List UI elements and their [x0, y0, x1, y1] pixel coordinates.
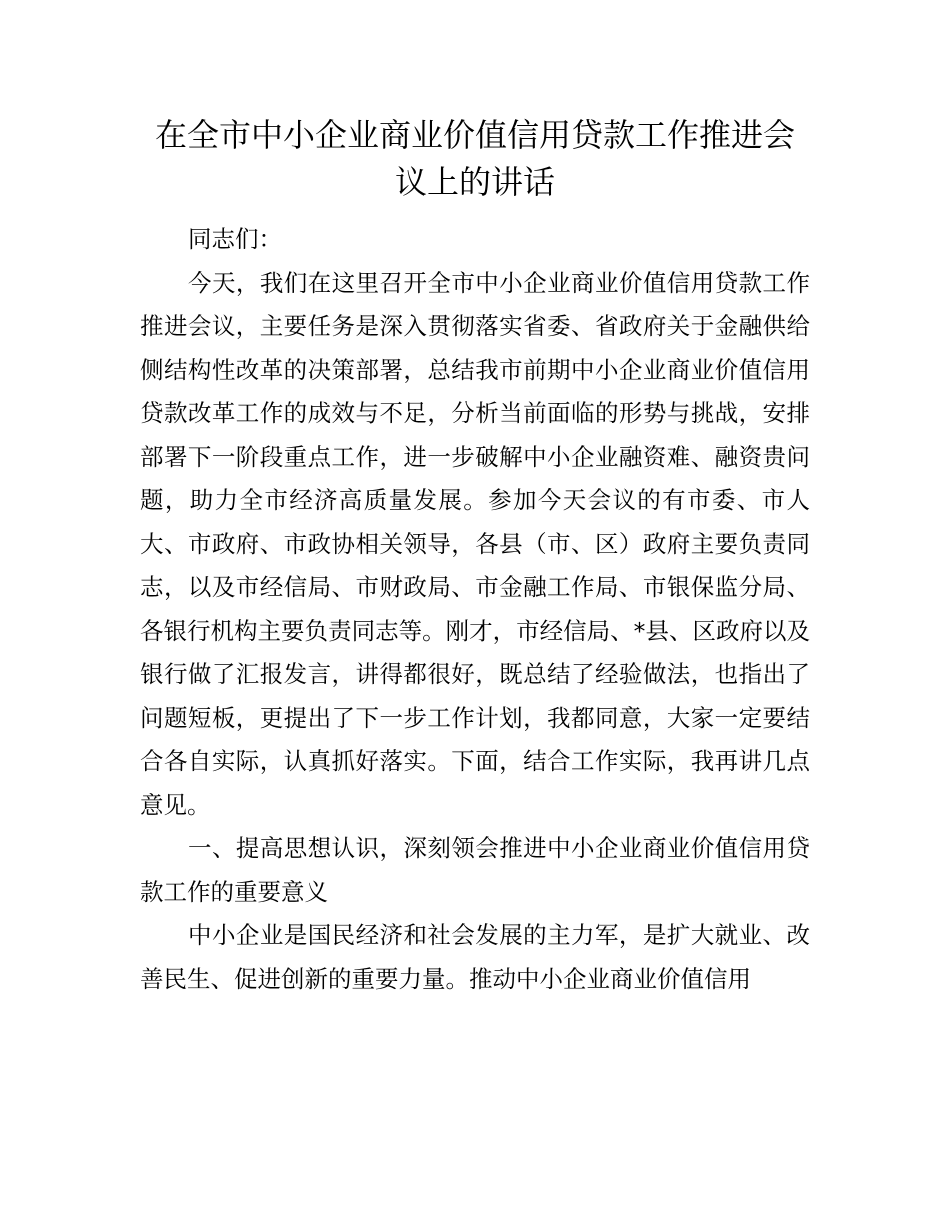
greeting-line: 同志们： — [188, 225, 282, 253]
section-heading-1: 一、提高思想认识，深刻领会推进中小企业商业价值信用贷款工作的重要意义 — [140, 834, 810, 906]
paragraph-section-1: 中小企业是国民经济和社会发展的主力军，是扩大就业、改善民生、促进创新的重要力量。推动中小企业商业价值信用 — [140, 921, 810, 993]
document-title: 在全市中小企业商业价值信用贷款工作推进会议上的讲话 — [154, 116, 795, 201]
paragraph-opening: 今天，我们在这里召开全市中小企业商业价值信用贷款工作推进会议，主要任务是深入贯彻落实省委、省政府关于金融供给侧结构性改革的决策部署，总结我市前期中小企业商业价值信用贷款改革工作的成效与不足，分析当前面临的形势与挑战，安排部署下一阶段重点工作，进一步破解中小企业融资难、融资贵问题，助力全市经济高质量发展。参加今天会议的有市委、市人大、市政府、市政协相关领导，各县（市、区）政府主要负责同志，以及市经信局、市财政局、市金融工作局、市银保监分局、各银行机构主要负责同志等。刚才，市经信局、*县、区政府以及银行做了汇报发言，讲得都很好，既总结了经验做法，也指出了问题短板，更提出了下一步工作计划，我都同意，大家一定要结合各自实际，认真抓好落实。下面，结合工作实际，我再讲几点意见。 — [140, 268, 810, 819]
document-body — [140, 218, 810, 1001]
